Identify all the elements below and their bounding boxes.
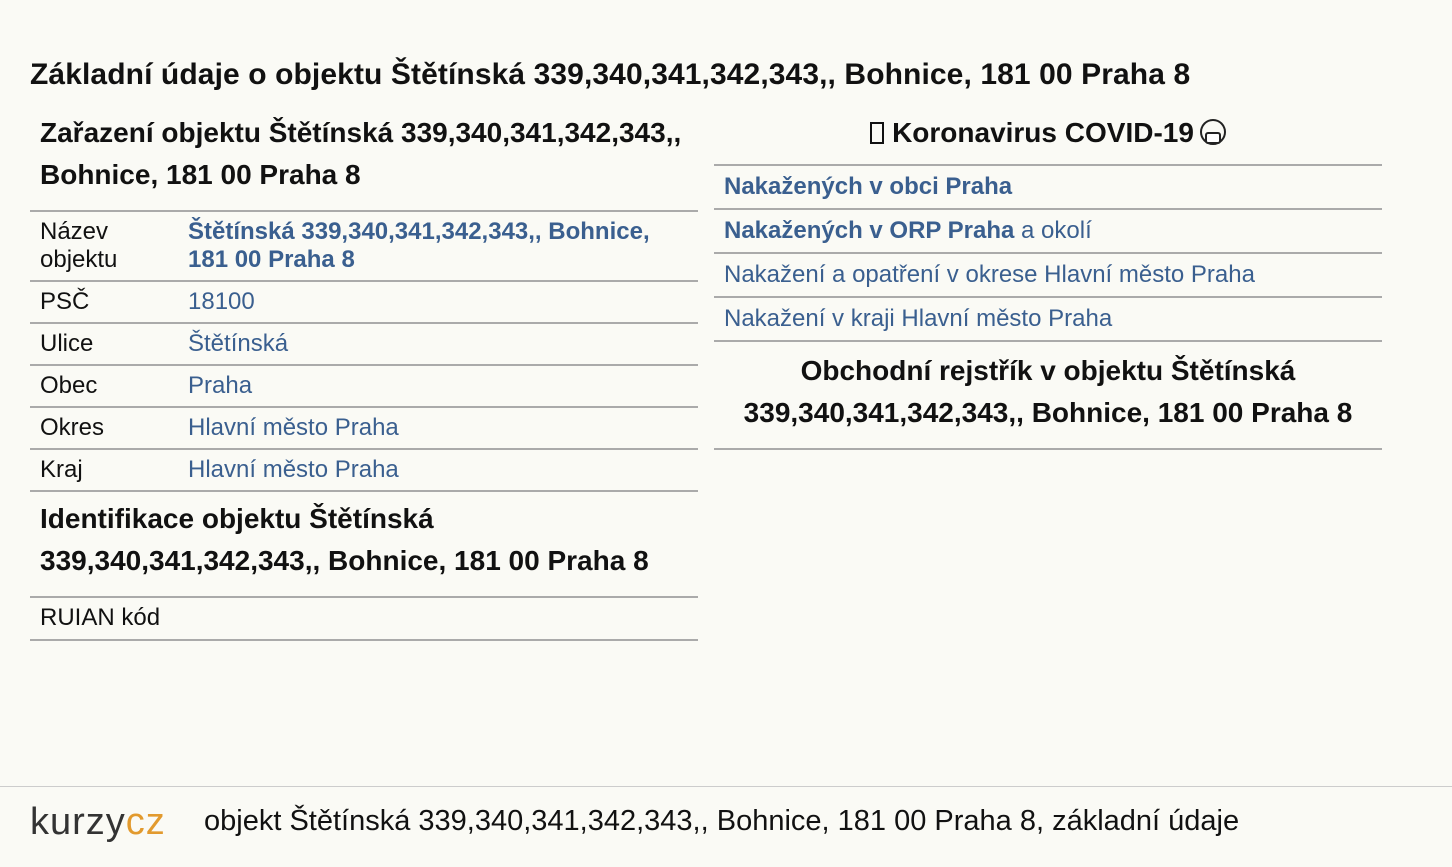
ruian-label: RUIAN kód bbox=[30, 598, 698, 641]
nazev-objektu-link[interactable]: Štětínská 339,340,341,342,343,, Bohnice, 181 00 Praha 8 bbox=[188, 218, 650, 273]
covid-link-obec[interactable] bbox=[714, 166, 1382, 210]
kurzy-logo[interactable] bbox=[30, 801, 166, 844]
right-column bbox=[714, 112, 1382, 450]
table-row bbox=[30, 407, 698, 449]
footer bbox=[0, 786, 1452, 867]
kraj-link[interactable]: Hlavní město Praha bbox=[188, 456, 399, 483]
link-text[interactable]: Nakažení a opatření v okrese Hlavní město Praha bbox=[724, 261, 1255, 288]
zarazeni-heading: Zařazení objektu Štětínská 339,340,341,342,343,, Bohnice, 181 00 Praha 8 bbox=[30, 112, 698, 212]
covid-link-kraj[interactable] bbox=[714, 298, 1382, 342]
row-label: Ulice bbox=[30, 323, 178, 365]
row-label: Okres bbox=[30, 407, 178, 449]
covid-heading-text: Koronavirus COVID-19 bbox=[892, 117, 1194, 148]
left-column bbox=[30, 112, 698, 641]
psc-link[interactable]: 18100 bbox=[188, 288, 255, 315]
logo-kurzy-text: kurzy bbox=[30, 801, 126, 843]
covid-link-okres[interactable] bbox=[714, 254, 1382, 298]
link-bold[interactable]: Nakažených v obci Praha bbox=[724, 173, 1013, 200]
table-row bbox=[30, 323, 698, 365]
table-row bbox=[30, 449, 698, 491]
table-row bbox=[30, 365, 698, 407]
table-row bbox=[30, 281, 698, 323]
obec-link[interactable]: Praha bbox=[188, 372, 253, 399]
footer-text: objekt Štětínská 339,340,341,342,343,, Bohnice, 181 00 Praha 8, základní údaje bbox=[204, 805, 1240, 837]
missing-glyph-icon bbox=[870, 122, 884, 144]
link-text[interactable]: Nakažení v kraji Hlavní město Praha bbox=[724, 305, 1113, 332]
okres-link[interactable]: Hlavní město Praha bbox=[188, 414, 399, 441]
identifikace-heading: Identifikace objektu Štětínská 339,340,341,342,343,, Bohnice, 181 00 Praha 8 bbox=[30, 492, 698, 598]
ulice-link[interactable]: Štětínská bbox=[188, 330, 289, 357]
rejstrik-heading: Obchodní rejstřík v objektu Štětínská 339,340,341,342,343,, Bohnice, 181 00 Praha 8 bbox=[714, 342, 1382, 450]
page-title: Základní údaje o objektu Štětínská 339,340,341,342,343,, Bohnice, 181 00 Praha 8 bbox=[30, 58, 1191, 91]
row-label: Název objektu bbox=[30, 212, 178, 281]
link-bold[interactable]: Nakažených v ORP Praha bbox=[724, 217, 1015, 244]
row-label: Obec bbox=[30, 365, 178, 407]
logo-cz-text: cz bbox=[125, 801, 166, 843]
table-row bbox=[30, 212, 698, 281]
covid-link-orp[interactable] bbox=[714, 210, 1382, 254]
face-mask-icon bbox=[1200, 119, 1226, 145]
zarazeni-table bbox=[30, 212, 698, 492]
link-rest[interactable]: a okolí bbox=[1014, 217, 1092, 244]
row-label: Kraj bbox=[30, 449, 178, 491]
row-label: PSČ bbox=[30, 281, 178, 323]
covid-heading bbox=[714, 112, 1382, 166]
